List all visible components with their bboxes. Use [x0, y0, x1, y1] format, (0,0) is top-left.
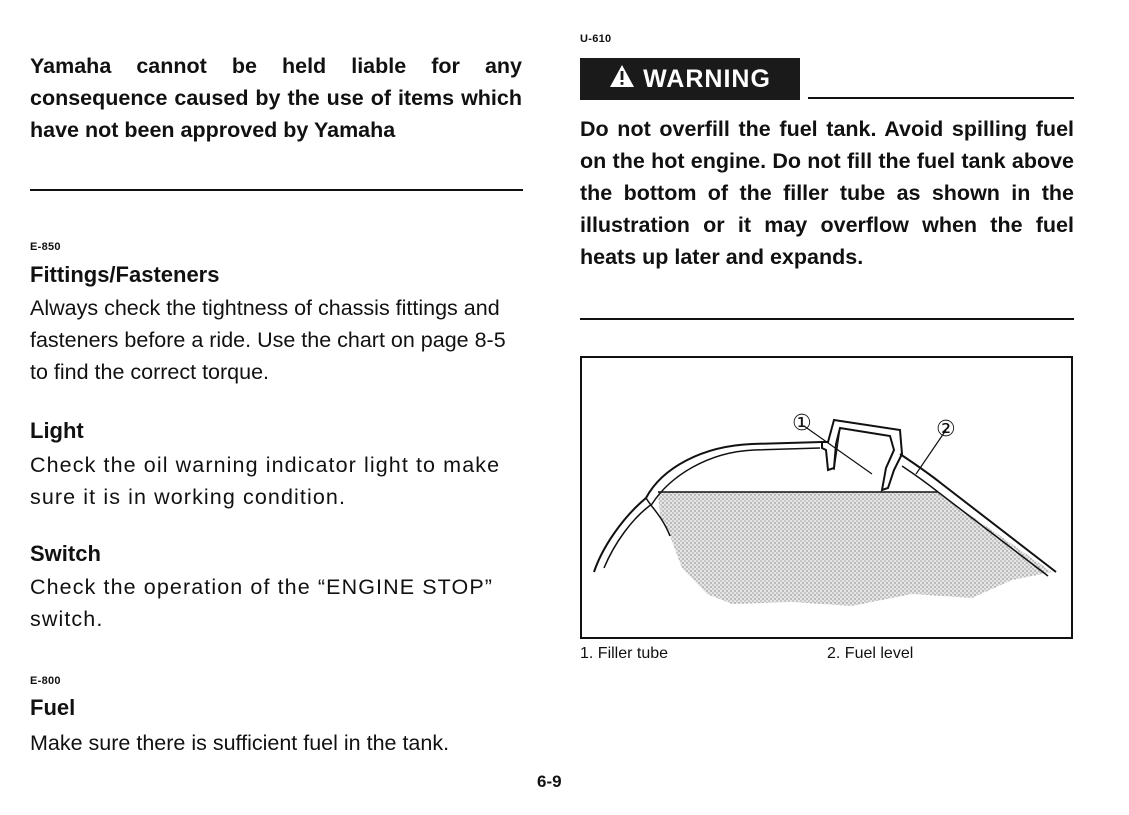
- fittings-body: Always check the tightness of chassis fittings and fasteners before a ride. Use the chart on page 8-5 to find the correct torque.: [30, 296, 506, 384]
- warning-triangle-icon: [609, 64, 635, 95]
- heading-fittings-fasteners: Fittings/Fasteners: [30, 262, 220, 287]
- callout-1: ①: [792, 411, 812, 436]
- liability-notice: Yamaha cannot be held liable for any consequence caused by the use of items which have not been approved by Yamaha: [30, 54, 522, 142]
- fuel-body: Make sure there is sufficient fuel in the tank.: [30, 731, 450, 755]
- warning-label: WARNING: [643, 64, 771, 93]
- warning-underline: [808, 97, 1074, 99]
- page-number: 6-9: [537, 772, 562, 791]
- warning-text: Do not overfill the fuel tank. Avoid spilling fuel on the hot engine. Do not fill the fuel tank above the bottom of the filler tube as shown in the illustration or it may overflow when the fuel heats up later and expands.: [580, 117, 1074, 269]
- section-code: E-800: [30, 675, 61, 687]
- section-code: E-850: [30, 241, 61, 253]
- fuel-fill: [658, 492, 1052, 606]
- light-body: Check the oil warning indicator light to make sure it is in working condition.: [30, 453, 501, 509]
- switch-body: Check the operation of the “ENGINE STOP” switch.: [30, 575, 494, 631]
- heading-switch: Switch: [30, 541, 101, 566]
- fuel-tank-illustration: [580, 356, 1073, 639]
- section-divider: [580, 318, 1074, 320]
- caption-filler-tube: 1. Filler tube: [580, 645, 669, 662]
- filler-tube: [822, 420, 902, 490]
- heading-light: Light: [30, 418, 84, 443]
- heading-fuel: Fuel: [30, 695, 76, 720]
- warning-code: U-610: [580, 33, 612, 45]
- section-divider: [30, 189, 523, 191]
- caption-fuel-level: 2. Fuel level: [827, 645, 914, 662]
- callout-2: ②: [936, 417, 956, 442]
- warning-badge: [580, 58, 800, 100]
